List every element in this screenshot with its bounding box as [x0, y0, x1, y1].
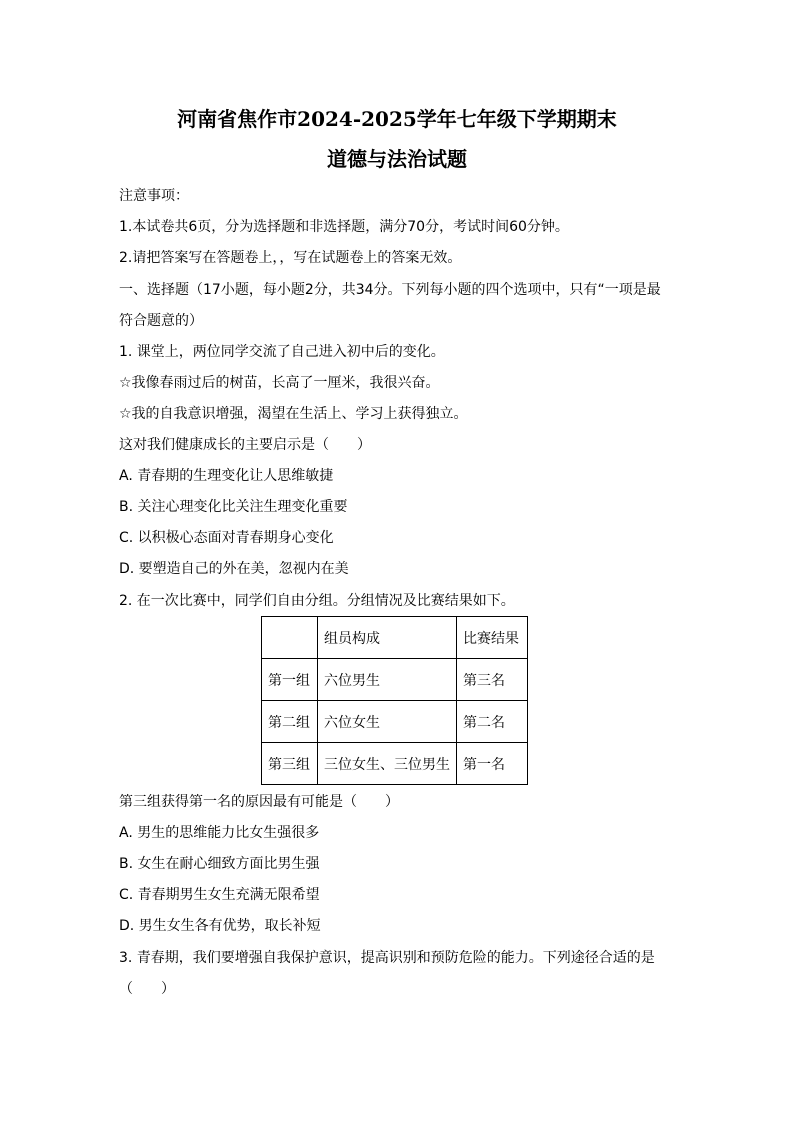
- table-cell: 第二组: [262, 701, 318, 743]
- table-cell: 第三名: [457, 659, 528, 701]
- question-3-stem: 3. 青春期，我们要增强自我保护意识，提高识别和预防危险的能力。下列途径合适的是: [119, 950, 655, 966]
- question-2-option-a: A. 男生的思维能力比女生强很多: [119, 825, 320, 841]
- section-heading-continued: 符合题意的）: [119, 313, 203, 329]
- table-row: [262, 743, 528, 785]
- question-1-option-b: B. 关注心理变化比关注生理变化重要: [119, 499, 348, 515]
- question-1-option-a: A. 青春期的生理变化让人思维敏捷: [119, 468, 334, 484]
- notes-item-1: 1.本试卷共6页，分为选择题和非选择题，满分70分，考试时间60分钟。: [119, 219, 569, 235]
- question-1-stem: 1. 课堂上，两位同学交流了自己进入初中后的变化。: [119, 344, 445, 360]
- table-header-row: [262, 617, 528, 659]
- table-cell: 六位女生: [318, 701, 457, 743]
- table-row: [262, 701, 528, 743]
- exam-title: 河南省焦作市2024-2025学年七年级下学期期末: [177, 107, 617, 131]
- table-header-cell: [262, 617, 318, 659]
- notes-item-2: 2.请把答案写在答题卷上，，写在试题卷上的答案无效。: [119, 250, 462, 266]
- question-2-stem: 2. 在一次比赛中，同学们自由分组。分组情况及比赛结果如下。: [119, 593, 515, 609]
- table-header-cell: 组员构成: [318, 617, 457, 659]
- question-3-blank: （ ）: [119, 981, 175, 997]
- question-2-prompt: 第三组获得第一名的原因最有可能是（ ）: [119, 794, 399, 810]
- notes-heading: 注意事项：: [119, 188, 189, 204]
- question-1-quote-2: ☆我的自我意识增强，渴望在生活上、学习上获得独立。: [119, 406, 468, 422]
- question-1-option-d: D. 要塑造自己的外在美，忽视内在美: [119, 561, 349, 577]
- question-2-option-d: D. 男生女生各有优势，取长补短: [119, 918, 321, 934]
- exam-subtitle: 道德与法治试题: [327, 147, 467, 171]
- table-cell: 第三组: [262, 743, 318, 785]
- section-heading: 一、选择题（17小题，每小题2分，共34分。下列每小题的四个选项中，只有“一项是最: [119, 282, 661, 298]
- question-2-option-c: C. 青春期男生女生充满无限希望: [119, 887, 320, 903]
- table-cell: 第一组: [262, 659, 318, 701]
- table-row: [262, 659, 528, 701]
- table-cell: 第二名: [457, 701, 528, 743]
- table-header-cell: 比赛结果: [457, 617, 528, 659]
- table-cell: 六位男生: [318, 659, 457, 701]
- question-1-option-c: C. 以积极心态面对青春期身心变化: [119, 530, 334, 546]
- table-cell: 第一名: [457, 743, 528, 785]
- question-2-option-b: B. 女生在耐心细致方面比男生强: [119, 856, 320, 872]
- question-1-quote-1: ☆我像春雨过后的树苗，长高了一厘米，我很兴奋。: [119, 375, 440, 391]
- table-cell: 三位女生、三位男生: [318, 743, 457, 785]
- grouping-results-table: [261, 616, 528, 785]
- question-1-prompt: 这对我们健康成长的主要启示是（ ）: [119, 437, 371, 453]
